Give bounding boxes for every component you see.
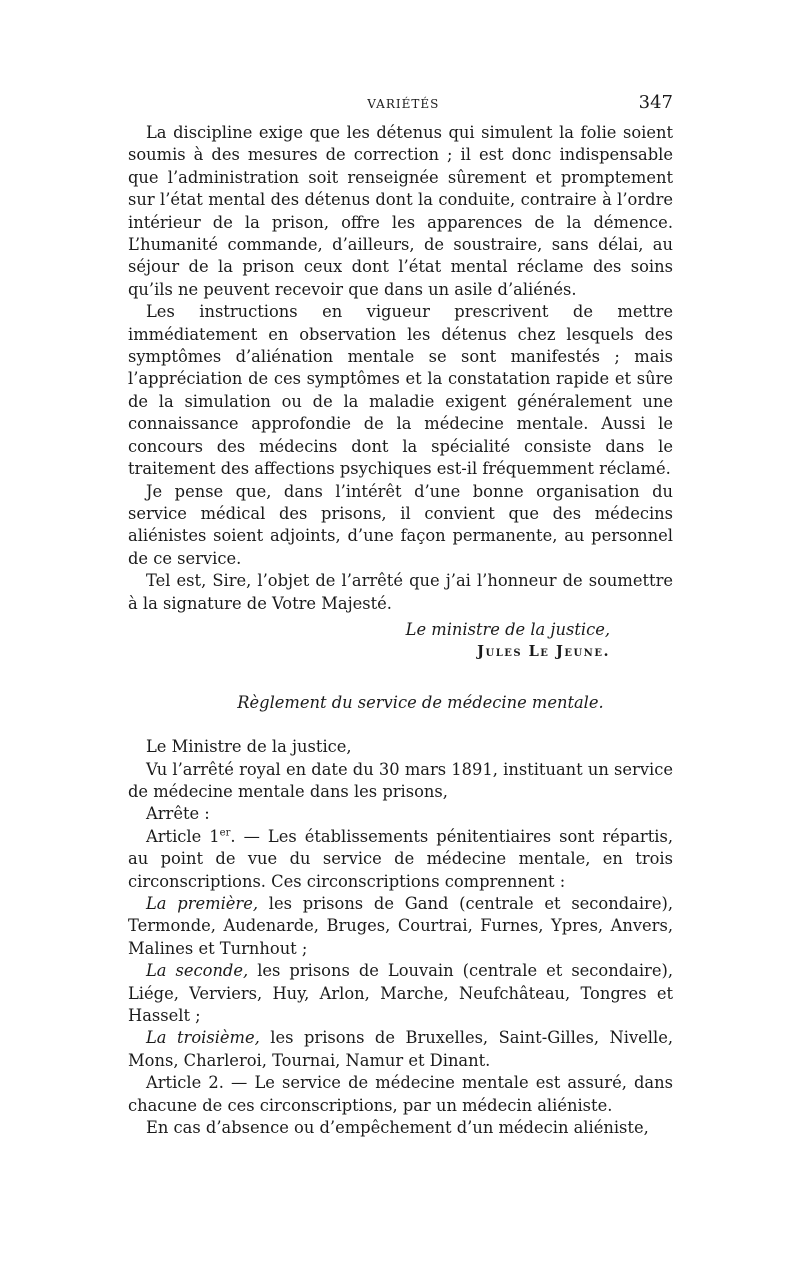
running-title: VARIÉTÉS [367,97,440,111]
page-number: 347 [638,92,673,113]
signature-name: Jules Le Jeune. [477,643,610,661]
running-header [128,92,673,122]
article-3-start: En cas d’absence ou d’empêchement d’un médecin aliéniste, [146,1118,649,1138]
circonscription-1-label: La première, [146,894,259,913]
circonscription-2 [128,960,673,1027]
article-1 [128,826,673,893]
article-1-start: Article 1 [146,826,220,846]
decrees-line: Arrête : [146,804,210,824]
signature-role: Le ministre de la justice, [405,619,610,639]
page [128,92,673,1139]
article-1-text: . — Les établissements pénitentiaires sont répartis, au point de vue du service de médecine mentale, en trois circonscriptions. Ces circonscriptions comprennent : [128,826,673,891]
circonscription-3 [128,1027,673,1072]
considering-line: Vu l’arrêté royal en date du 30 mars 1891, instituant un service de médecine mentale dans les prisons, [128,759,673,801]
circonscription-1-text: les prisons de Gand (centrale et secondaire), Termonde, Audenarde, Bruges, Courtrai, Furnes, Ypres, Anvers, Malines et Turnhout ; [128,894,673,958]
circonscription-1 [128,893,673,960]
circonscription-2-label: La seconde, [146,961,249,981]
paragraph-2: Les instructions en vigueur prescrivent de mettre immédiatement en observation les détenus chez lesquels des symptômes d’aliénation mentale se sont manifestés ; mais l’appréciation de ces symptômes et la constatation rapide et sûre de la simulation ou de la maladie exigent généralement une connaissance approfondie de la médecine mentale. Aussi le concours des médecins dont la spécialité consiste dans le traitement des affections psychiques est-il fréquemment réclamé. [128,302,673,479]
paragraph-1: La discipline exige que les détenus qui simulent la folie soient soumis à des mesures de correction ; il est donc indispensable que l’administration soit renseignée sûrement et promptement sur l’état mental des détenus dont la conduite, contraire à l’ordre intérieur de la prison, offre les apparences de la démence. L’humanité commande, d’ailleurs, de soustraire, sans délai, au séjour de la prison ceux dont l’état mental réclame des soins qu’ils ne peuvent recevoir que dans un asile d’aliénés. [128,123,673,299]
paragraph-4: Tel est, Sire, l’objet de l’arrêté que j’ai l’honneur de soumettre à la signature de Votre Majesté. [128,571,673,613]
minister-line: Le Ministre de la justice, [146,737,352,757]
article-1-sup: er [219,827,231,839]
circonscription-3-text: les prisons de Bruxelles, Saint-Gilles, Nivelle, Mons, Charleroi, Tournai, Namur et Dinant. [128,1028,674,1070]
section-title: Règlement du service de médecine mentale. [237,692,604,712]
paragraph-3: Je pense que, dans l’intérêt d’une bonne organisation du service médical des prisons, il convient que des médecins aliénistes soient adjoints, d’une façon permanente, au personnel de ce service. [128,481,673,568]
article-2: Article 2. — Le service de médecine mentale est assuré, dans chacune de ces circonscriptions, par un médecin aliéniste. [128,1073,673,1115]
circonscription-3-label: La troisième, [146,1028,260,1048]
circonscription-2-text: les prisons de Louvain (centrale et secondaire), Liége, Verviers, Huy, Arlon, Marche, Neufchâteau, Tongres et Hasselt ; [128,961,673,1026]
